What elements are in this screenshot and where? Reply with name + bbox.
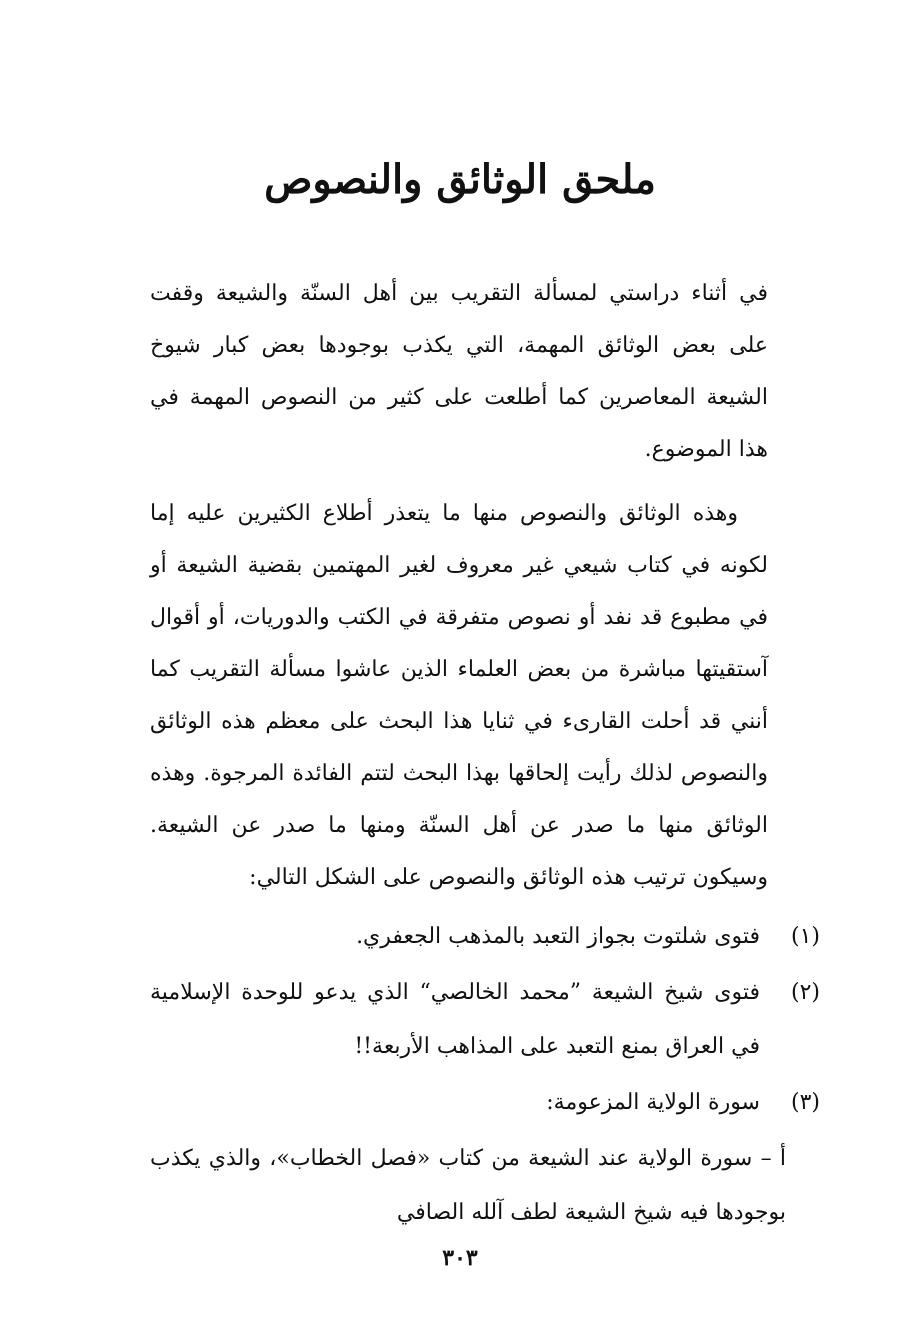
list-item-number: (١) (790, 924, 820, 949)
list-item-number: (٢) (790, 980, 820, 1005)
list-item-text: فتوى شلتوت بجواز التعبد بالمذهب الجعفري. (356, 924, 760, 949)
sub-item-a: أ – سورة الولاية عند الشيعة من كتاب «فصل الخطاب»، والذي يكذب بوجودها فيه شيخ الشيعة لطف آلله الصافي (150, 1146, 786, 1225)
documents-list (150, 910, 820, 1130)
list-item-number: (٣) (790, 1090, 820, 1115)
paragraph-documents: وهذه الوثائق والنصوص منها ما يتعذر أطلاع الكثيرين عليه إما لكونه في كتاب شيعي غير معروف لغير المهتمين بقضية الشيعة أو في مطبوع قد نفد أو نصوص متفرقة في الكتب والدوريات، أو أقوال آستقيتها مباشرة من بعض العلماء الذين عاشوا مسألة التقريب كما أنني قد أحلت القارىء في ثنايا هذا البحث على معظم هذه الوثائق والنصوص لذلك رأيت إلحاقها بهذا البحث لتتم الفائدة المرجوة. وهذه الوثائق منها ما صدر عن أهل السنّة ومنها ما صدر عن الشيعة. وسيكون ترتيب هذه الوثائق والنصوص على الشكل التالي: (150, 501, 769, 890)
page-title: ملحق الوثائق والنصوص (264, 156, 656, 203)
list-item-text: فتوى شيخ الشيعة ”محمد الخالصي“ الذي يدعو للوحدة الإسلامية في العراق بمنع التعبد على المذاهب الأربعة!! (150, 980, 760, 1059)
list-item (150, 966, 820, 1074)
paragraph-intro: في أثناء دراستي لمسألة التقريب بين أهل السنّة والشيعة وقفت على بعض الوثائق المهمة، التي يكذب بوجودها بعض كبار شيوخ الشيعة المعاصرين كما أطلعت على كثير من النصوص المهمة في هذا الموضوع. (150, 281, 768, 462)
list-item (150, 910, 820, 964)
page-number: ٣٠٣ (442, 1245, 478, 1271)
list-item-text: سورة الولاية المزعومة: (546, 1090, 760, 1115)
list-item (150, 1076, 820, 1130)
